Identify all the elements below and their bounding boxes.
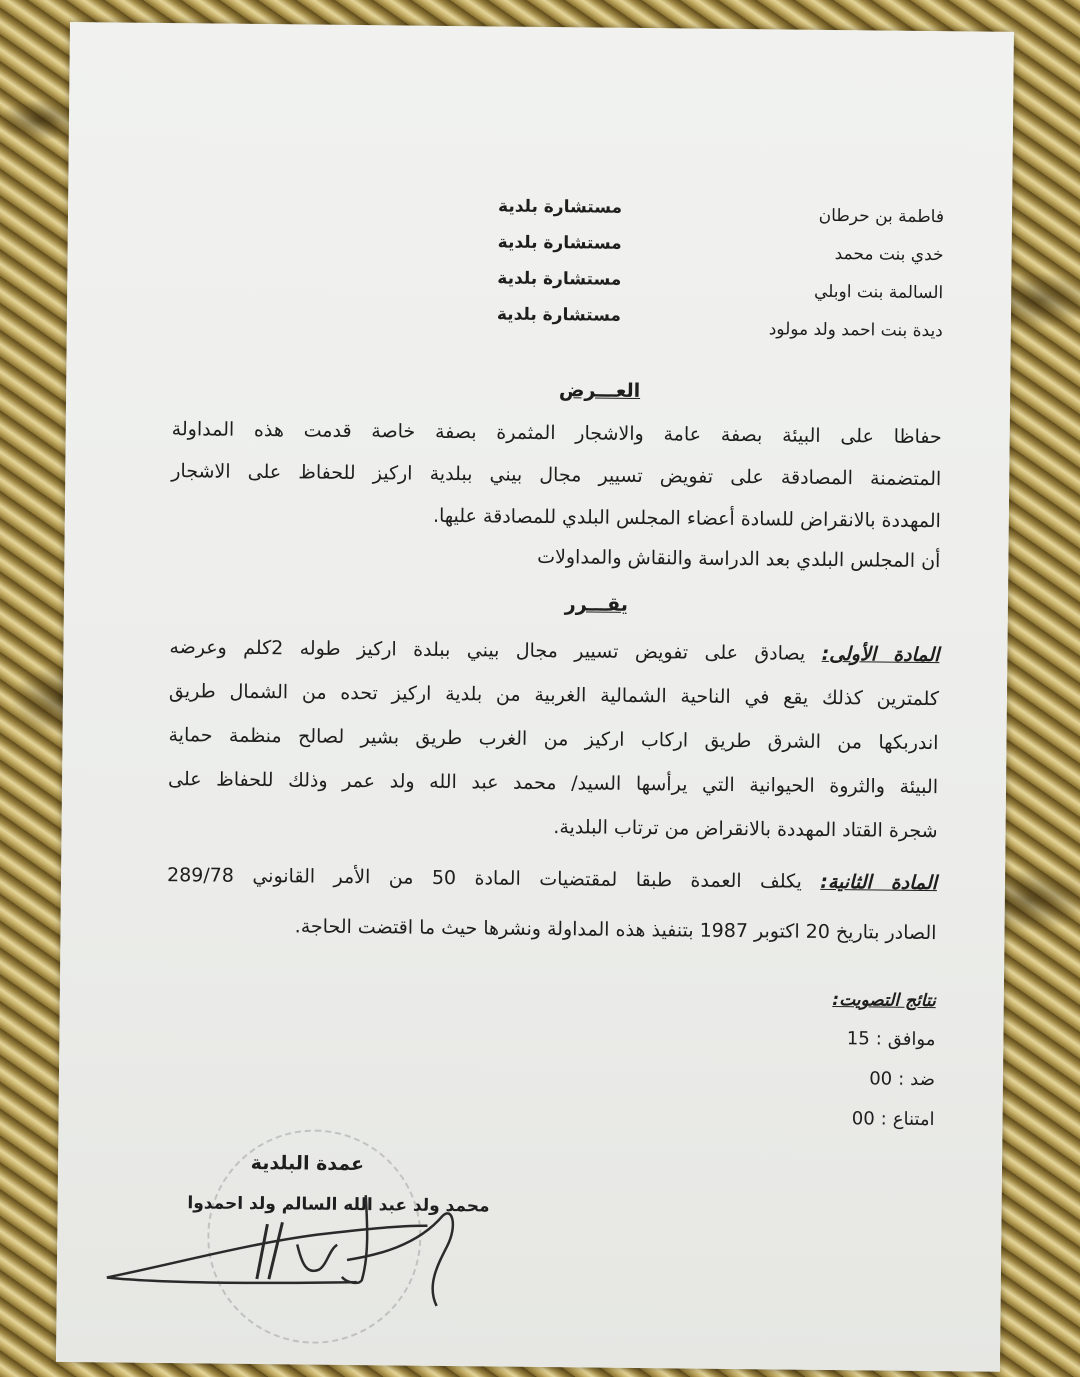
member-name: السالمة بنت اوبلي <box>813 281 944 304</box>
vote-label: ضد <box>910 1068 936 1091</box>
article2-line: الصادر بتاريخ 20 اكتوبر 1987 بتنفيذ هذه المداولة ونشرها حيث ما اقتضت الحاجة. <box>294 915 937 945</box>
member-role: مستشارة بلدية <box>497 196 623 218</box>
voting-title: نتائج التصويت: <box>832 990 936 1012</box>
vote-count: 00 <box>869 1068 893 1090</box>
article1-first-line <box>169 633 939 669</box>
presentation-line: المتضمنة المصادقة على تفويض تسيير مجال بيني ببلدية اركيز للحفاظ على الاشجار <box>171 460 942 491</box>
vote-count: 15 <box>846 1028 870 1050</box>
presentation-line: حفاظا على البيئة بصفة عامة والاشجار المثمرة بصفة خاصة قدمت هذه المداولة <box>171 418 942 449</box>
presentation-line: أن المجلس البلدي بعد الدراسة والنقاش والمداولات <box>537 545 941 573</box>
vote-row-against: ضد:00 <box>869 1068 936 1091</box>
mayor-title: عمدة البلدية <box>250 1151 365 1176</box>
vote-label: امتناع <box>892 1108 935 1131</box>
article1-line: كلمترين كذلك يقع في الناحية الشمالية الغربية من بلدية اركيز تحده من الشمال طريق <box>168 680 940 711</box>
mayor-name: محمد ولد عبد الله السالم ولد احمدوا <box>187 1193 490 1217</box>
vote-row-approve: موافق:15 <box>846 1028 936 1051</box>
article1-line: شجرة القتاد المهددة بالانقراض من ترتاب البلدية. <box>553 816 938 843</box>
vote-row-abstain: امتناع:00 <box>851 1108 935 1131</box>
member-name: فاطمة بن حرطان <box>818 205 945 228</box>
member-name: خدي بنت محمد <box>834 244 944 266</box>
member-role: مستشارة بلدية <box>497 232 622 254</box>
presentation-title: العـــرض <box>558 379 641 402</box>
member-role: مستشارة بلدية <box>496 304 622 326</box>
article1-line: البيئة والثروة الحيوانية التي يرأسها السيد/ محمد عبد الله ولد عمر وذلك للحفاظ على <box>167 768 939 799</box>
article2-first-line <box>167 861 937 897</box>
member-name: ديدة بنت احمد ولد مولود <box>768 319 943 342</box>
article2-label: المادة الثانية: <box>820 870 938 895</box>
vote-count: 00 <box>851 1108 875 1130</box>
article1-text: يصادق على تفويض تسيير مجال بيني ببلدة اركيز طوله 2كلم وعرضه <box>169 636 806 665</box>
vote-label: موافق <box>887 1028 936 1051</box>
member-role: مستشارة بلدية <box>497 268 622 290</box>
article2-text: يكلف العمدة طبقا لمقتضيات المادة 50 من الأمر القانوني 289/78 <box>166 864 802 893</box>
article1-label: المادة الأولى: <box>821 642 940 667</box>
handwritten-signature <box>96 1182 477 1316</box>
deliberation-document <box>56 22 1014 1372</box>
article1-line: اندربكها من الشرق طريق اركاب اركيز من الغرب طريق بشير لصالح منظمة حماية <box>168 724 939 755</box>
document-page <box>56 22 1014 1372</box>
presentation-line: المهددة بالانقراض للسادة أعضاء المجلس البلدي للمصادقة عليها. <box>432 504 941 533</box>
decision-title: يقـــرر <box>564 593 629 616</box>
